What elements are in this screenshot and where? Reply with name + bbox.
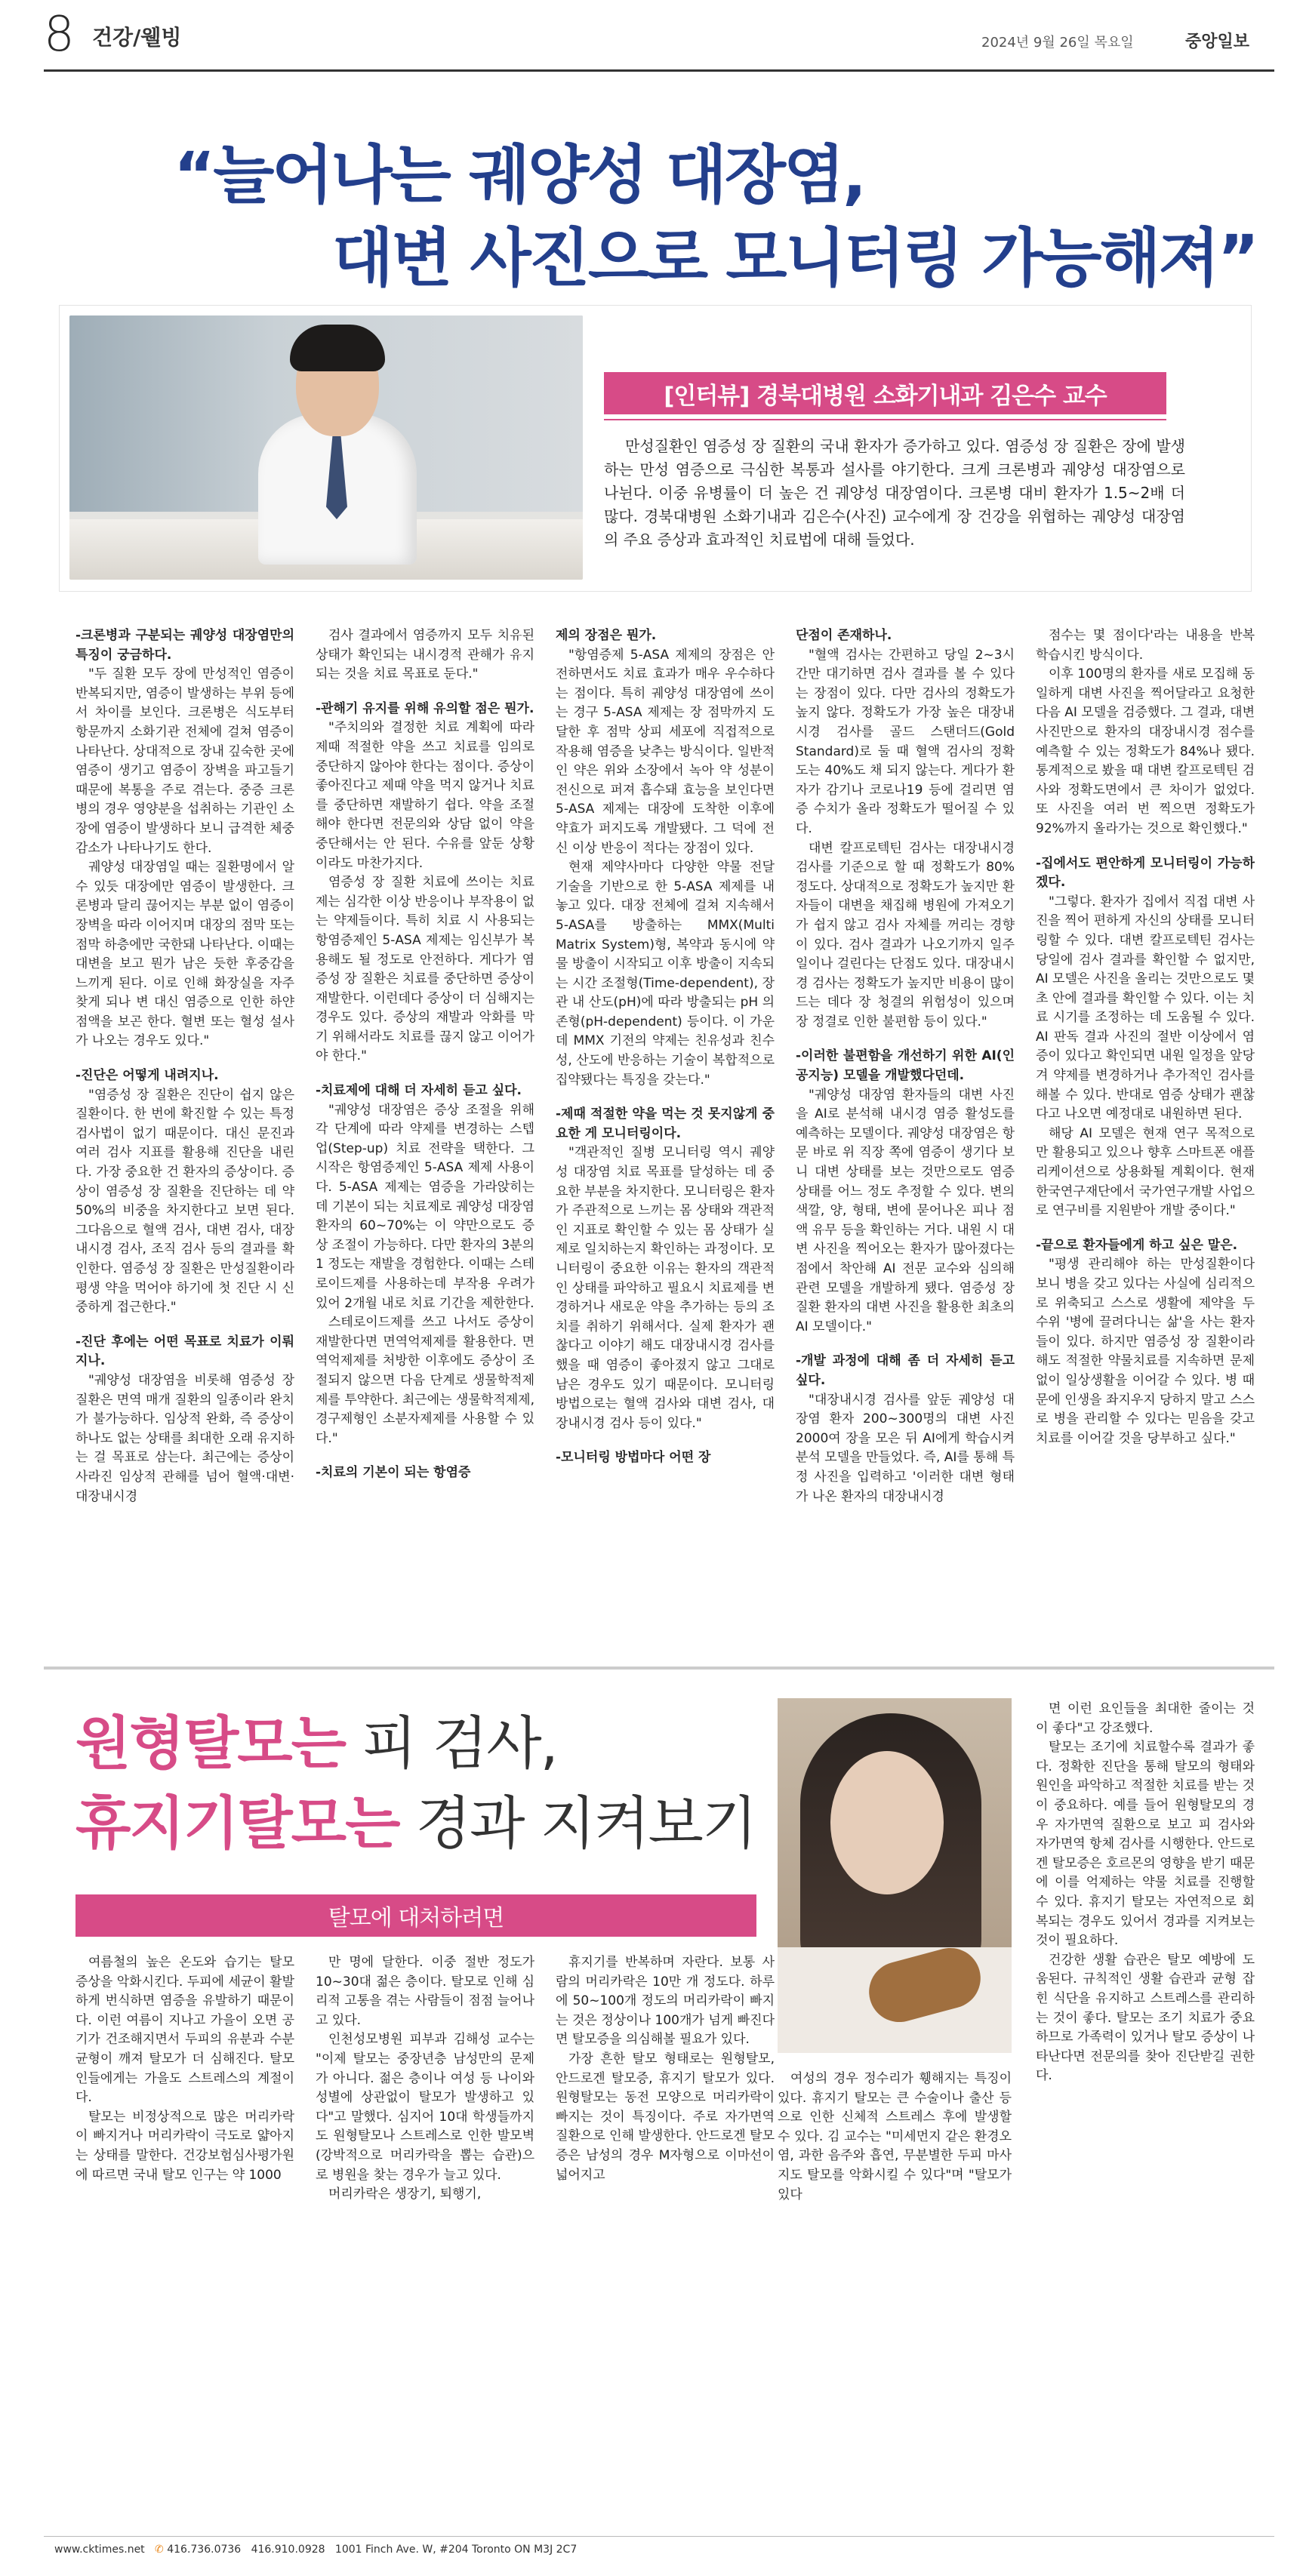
paragraph: 해당 AI 모델은 현재 연구 목적으로만 활용되고 있으나 향후 스마트폰 애플리케이션으로 상용화될 계획이다. 현재 한국연구재단에서 국가연구개발 사업으로 연구비를 지원받아 개발 중이다."	[1036, 1125, 1255, 1219]
article-separator	[44, 1667, 1274, 1670]
footer-rule	[44, 2536, 1274, 2537]
question: 제의 장점은 뭔가.	[556, 628, 657, 643]
footer-phone: 416.736.0736	[167, 2544, 242, 2556]
headline-bold: 휴지기탈모는	[75, 1790, 399, 1857]
banner-underline	[604, 419, 1166, 420]
paragraph: "혈액 검사는 간편하고 당일 2~3시간만 대기하면 검사 결과를 볼 수 있다는 장점이 있다. 다만 검사의 정확도가 높지 않다. 정확도가 가장 높은 대장내시경 검사를 골드 스탠더드(Gold Standard)로 둘 때 혈액 검사의 정확도는 40%도 채 되지 않는다. 게다가 환자가 감기나 코로나19 등에 걸리면 염증 수치가 올라 정확도가 떨어질 수 있다.	[796, 647, 1015, 836]
paragraph: 현재 제약사마다 다양한 약물 전달 기술을 기반으로 한 5-ASA 제제를 내놓고 있다. 대장 전체에 걸쳐 지속해서 5-ASA를 방출하는 MMX(Multi Matrix System)형, 복약과 동시에 약물 방출이 시작되고 이후 방출이 지속되는 시간 조절형(Time-dependent), 장관 내 산도(pH)에 따라 방출되는 pH 의존형(pH-dependent) 등이다. 이 가운데 MMX 기전의 약제는 친유성과 친수성, 산도에 반응하는 기술이 복합적으로 집약됐다는 특징을 갖는다."	[556, 860, 775, 1088]
paragraph: 스테로이드제를 쓰고 나서도 증상이 재발한다면 면역억제제를 활용한다. 면역억제제를 처방한 이후에도 증상이 조절되지 않으면 다음 단계로 생물학적제제를 투약한다. 최근에는 생물학적제제, 경구제형인 소분자제제를 사용할 수 있다."	[316, 1315, 534, 1446]
paragraph: "궤양성 대장염은 증상 조절을 위해 각 단계에 따라 약제를 변경하는 스텝 업(Step-up) 치료 전략을 택한다. 그 시작은 항염증제인 5-ASA 제제 사용이다. 5-ASA 제제는 염증을 가라앉히는 데 기본이 되는 치료제로 궤양성 대장염 환자의 60~70%는 이 약만으로도 증상 조절이 가능하다. 다만 환자의 3분의 1 정도는 재발을 경험한다. 이때는 스테로이드제를 사용하는데 부작용 우려가 있어 2개월 내로 치료 기간을 제한한다.	[316, 1102, 534, 1311]
footer-site: www.cktimes.net	[54, 2544, 145, 2556]
section-title: 건강/웰빙	[92, 25, 182, 50]
paragraph: "염증성 장 질환은 진단이 쉽지 않은 질환이다. 한 번에 확진할 수 있는 특정 검사법이 없기 때문이다. 대신 문진과 여러 검사 지표를 활용해 진단을 내린다. 가장 중요한 건 환자의 증상이다. 증상이 염증성 장 질환을 진단하는 데 약 50%의 비중을 차지한다고 보면 된다. 그다음으로 혈액 검사, 대변 검사, 대장내시경 검사, 조직 검사 등의 결과를 확인한다. 염증성 장 질환은 만성질환이라 평생 약을 먹어야 하기에 첫 진단 시 신중하게 접근한다."	[75, 1087, 294, 1316]
footer-address: 1001 Finch Ave. W, #204 Toronto ON M3J 2C7	[334, 2544, 578, 2556]
paragraph: "항염증제 5-ASA 제제의 장점은 안전하면서도 치료 효과가 매우 우수하다는 점이다. 특히 궤양성 대장염에 쓰이는 경구 5-ASA 제제는 장 점막까지 도달한 후 점막 상피 세포에 직접적으로 작용해 염증을 낮추는 방식이다. 일반적인 약은 위와 소장에서 녹아 약 성분이 전신으로 퍼져 흡수돼 효능을 보인다면 5-ASA 제제는 대장에 도착한 이후에 약효가 퍼지도록 개발됐다. 그 덕에 전신 이상 반응이 적다는 장점이 있다.	[556, 647, 775, 856]
headline-thin: 경과 지켜보기	[399, 1790, 756, 1857]
question: -치료의 기본이 되는 항염증	[316, 1465, 471, 1481]
article2-headline-line2	[75, 1790, 756, 1857]
footer-fax: 416.910.0928	[251, 2544, 325, 2556]
issue-date: 2024년 9월 26일 목요일	[981, 35, 1134, 51]
paragraph: 탈모는 비정상적으로 많은 머리카락이 빠지거나 머리카락이 극도로 얇아지는 상태를 말한다. 건강보험심사평가원에 따르면 국내 탈모 인구는 약 1000	[75, 2109, 294, 2183]
paragraph: "평생 관리해야 하는 만성질환이다 보니 병을 갖고 있다는 사실에 심리적으로 위축되고 스스로 생활에 제약을 두 수위 '병에 끌려다니는 삶'을 사는 환자들이 있다. 하지만 염증성 장 질환이라 해도 적절한 약물치료를 지속하면 문제 없이 일상생활을 이어갈 수 있다. 병 때문에 인생을 좌지우지 당하지 말고 스스로 병을 관리할 수 있다는 믿음을 갖고 치료를 이어갈 것을 당부하고 싶다."	[1036, 1257, 1255, 1446]
paragraph: 검사 결과에서 염증까지 모두 치유된 상태가 확인되는 내시경적 관해가 유지되는 것을 치료 목표로 둔다."	[316, 628, 534, 682]
paragraph: "그렇다. 환자가 집에서 직접 대변 사진을 찍어 편하게 자신의 상태를 모니터링할 수 있다. 대변 칼프로텍틴 검사는 당일에 검사 결과를 확인할 수 없지만, AI 모델은 사진을 올리는 것만으로도 몇 초 안에 결과를 확인할 수 있다. 이는 치료 시기를 조정하는 데 도움될 수 있다. AI 판독 결과 사진의 절반 이상에서 염증이 있다고 확인되면 내원 일정을 앞당겨 약제를 변경하거나 추가적인 검사를 해볼 수 있다. 반대로 염증 상태가 괜찮다고 나오면 예정대로 내원하면 된다.	[1036, 894, 1255, 1122]
paragraph: "대장내시경 검사를 앞둔 궤양성 대장염 환자 200~300명의 대변 사진 2000여 장을 모은 뒤 AI에게 학습시켜 분석 모델을 만들었다. 즉, AI를 통해 특정 사진을 입력하고 '이러한 대변 형태가 나온 환자의 대장내시경	[796, 1392, 1015, 1504]
paragraph: 면 이런 요인들을 최대한 줄이는 것이 좋다"고 강조했다.	[1036, 1701, 1255, 1736]
question: -진단 후에는 어떤 목표로 치료가 이뤄지나.	[75, 1334, 294, 1369]
article2-banner: 탈모에 대처하려면	[75, 1894, 756, 1937]
question: -이러한 불편함을 개선하기 위한 AI(인공지능) 모델을 개발했다던데.	[796, 1048, 1015, 1084]
paragraph: 인천성모병원 피부과 김해성 교수는 "이제 탈모는 중장년층 남성만의 문제가 아니다. 젊은 층이나 여성 등 나이와 성별에 상관없이 탈모가 발생하고 있다"고 말했다. 심지어 10대 학생들까지도 원형탈모나 스트레스로 인한 발모벽(강박적으로 머리카락을 뽑는 습관)으로 병원을 찾는 경우가 늘고 있다.	[316, 2032, 534, 2183]
paragraph: 가장 흔한 탈모 형태로는 원형탈모, 안드로겐 탈모증, 휴지기 탈모가 있다. 원형탈모는 동전 모양으로 머리카락이 빠지는 것이 특징이다. 주로 자가면역 질환으로 인해 발생한다. 안드로겐 탈모증은 남성의 경우 M자형으로 이마선이 넓어지고	[556, 2051, 775, 2183]
article1-column-4	[796, 626, 1015, 1638]
paragraph: 여름철의 높은 온도와 습기는 탈모 증상을 악화시킨다. 두피에 세균이 활발하게 번식하면 염증을 유발하기 때문이다. 이런 여름이 지나고 가을이 오면 공기가 건조해지면서 두피의 유분과 수분 균형이 깨져 탈모가 더 심해진다. 탈모인들에게는 가을도 스트레스의 계절이다.	[75, 1955, 294, 2106]
article1-column-2	[316, 626, 534, 1638]
paragraph: 대변 칼프로텍틴 검사는 대장내시경 검사를 기준으로 할 때 정확도가 80% 정도다. 상대적으로 정확도가 높지만 환자들이 대변을 채집해 병원에 가져오기가 쉽지 않고 검사 자체를 꺼리는 경향이 있다. 검사 결과가 나오기까지 일주일이나 걸린다는 단점도 있다. 대장내시경 검사는 정확도가 높지만 비용이 많이 드는 데다 장 청결의 위험성이 있으며 장 정결로 인한 불편함 등이 있다."	[796, 840, 1015, 1029]
article2-column-3	[556, 1953, 775, 2527]
article2-headline-line1	[75, 1710, 557, 1777]
phone-icon: ✆	[155, 2544, 164, 2556]
paragraph: "객관적인 질병 모니터링 역시 궤양성 대장염 치료 목표를 달성하는 데 중요한 부분을 차지한다. 모니터링은 환자가 주관적으로 느끼는 몸 상태와 객관적인 지표로 확인할 수 있는 몸 상태가 실제로 일치하는지 확인하는 과정이다. 모니터링이 중요한 이유는 환자의 객관적인 상태를 파악하고 필요시 치료제를 변경하거나 새로운 약을 추가하는 등의 조치를 취하기 위해서다. 실제 환자가 괜찮다고 이야기 해도 대장내시경 검사를 했을 때 염증이 좋아졌지 않고 그대로 남은 경우도 있기 때문이다. 모니터링 방법으로는 혈액 검사와 대변 검사, 대장내시경 검사 등이 있다."	[556, 1145, 775, 1431]
paragraph: 여성의 경우 정수리가 휑해지는 특징이 있다. 휴지기 탈모는 큰 수술이나 출산 등으로 인한 신체적 스트레스 후에 발생할 수 있다. 김 교수는 "미세먼지 같은 환경오염, 과한 음주와 흡연, 무분별한 두피 마사지도 탈모를 악화시킬 수 있다"며 "탈모가 있다	[778, 2071, 1012, 2202]
question: -모니터링 방법마다 어떤 장	[556, 1450, 711, 1466]
headline-bold: 원형탈모는	[75, 1710, 346, 1777]
paragraph: 궤양성 대장염일 때는 질환명에서 알 수 있듯 대장에만 염증이 발생한다. 크론병과 달리 끊어지는 부분 없이 염증이 장벽을 따라 이어지며 대장의 점막 또는 점막 하층에만 국한돼 나타난다. 이때는 대변을 보고 뭔가 남은 듯한 후중감을 느끼게 된다. 이로 인해 화장실을 자주 찾게 되나 변 대신 염증으로 인한 하얀 점액을 보곤 한다. 혈변 또는 혈성 설사가 나오는 경우도 있다."	[75, 860, 294, 1049]
article1-column-3	[556, 626, 775, 1638]
article1-headline-line1: “늘어나는 궤양성 대장염,	[174, 138, 865, 212]
paragraph: 탈모는 조기에 치료할수록 결과가 좋다. 정확한 진단을 통해 탈모의 형태와 원인을 파악하고 적절한 치료를 받는 것이 중요하다. 예를 들어 원형탈모의 경우 자가면역 질환으로 보고 피 검사와 자가면역 항체 검사를 시행한다. 안드로겐 탈모증은 호르몬의 영향을 받기 때문에 이를 억제하는 약물 치료를 진행할 수 있다. 휴지기 탈모는 자연적으로 회복되는 경우도 있어서 경과를 지켜보는 것이 필요하다.	[1036, 1740, 1255, 1949]
paragraph: "주치의와 결정한 치료 계획에 따라 제때 적절한 약을 쓰고 치료를 임의로 중단하지 않아야 한다는 점이다. 증상이 좋아진다고 제때 약을 먹지 않거나 치료를 중단하면 재발하기 쉽다. 약을 조절해야 한다면 전문의와 상담 없이 약을 중단해서는 안 된다. 수유를 앞둔 상황이라도 마찬가지다.	[316, 720, 534, 871]
question: -끝으로 환자들에게 하고 싶은 말은.	[1036, 1237, 1238, 1253]
article2-column-4	[778, 2070, 1012, 2527]
article1-intro: 만성질환인 염증성 장 질환의 국내 환자가 증가하고 있다. 염증성 장 질환은 장에 발생하는 만성 염증으로 극심한 복통과 설사를 야기한다. 크게 크론병과 궤양성 대장염으로 나뉜다. 이중 유병률이 더 높은 건 궤양성 대장염이다. 크론병 대비 환자가 1.5~2배 더 많다. 경북대병원 소화기내과 김은수(사진) 교수에게 장 건강을 위협하는 궤양성 대장염의 주요 증상과 효과적인 치료법에 대해 들었다.	[604, 437, 1185, 549]
question: -크론병과 구분되는 궤양성 대장염만의 특징이 궁금하다.	[75, 628, 294, 663]
header-rule	[44, 69, 1274, 72]
headline-thin: 피 검사,	[345, 1710, 557, 1777]
paragraph: 머리카락은 생장기, 퇴행기,	[328, 2187, 482, 2202]
page-number: 8	[44, 7, 75, 63]
paragraph: 만 명에 달한다. 이중 절반 정도가 10~30대 젊은 층이다. 탈모로 인해 심리적 고통을 겪는 사람들이 점점 늘어나고 있다.	[316, 1955, 534, 2028]
article2-column-1	[75, 1953, 294, 2527]
article1-column-5	[1036, 626, 1255, 1638]
article2-column-5	[1036, 1700, 1255, 2527]
paragraph: 휴지기를 반복하며 자란다. 보통 사람의 머리카락은 10만 개 정도다. 하루에 50~100개 정도의 머리카락이 빠지는 것은 정상이나 100개가 넘게 빠진다면 탈모증을 의심해볼 필요가 있다.	[556, 1955, 775, 2048]
question: -진단은 어떻게 내려지나.	[75, 1068, 219, 1084]
paragraph: "궤양성 대장염 환자들의 대변 사진을 AI로 분석해 내시경 염증 활성도를 예측하는 모델이다. 궤양성 대장염은 항문 바로 위 직장 쪽에 염증이 생기다 보니 대변 상태를 보는 것만으로도 염증 상태를 어느 정도 추정할 수 있다. 변의 색깔, 양, 형태, 변에 묻어나온 피나 점액 유무 등을 확인하는 거다. 내원 시 대변 사진을 찍어오는 환자가 많아졌다는 점에서 착안해 AI 전문 교수와 심의해 관련 모델을 개발하게 됐다. 염증성 장 질환 환자의 대변 사진을 활용한 최초의 AI 모델이다."	[796, 1087, 1015, 1334]
question: -개발 과정에 대해 좀 더 자세히 듣고 싶다.	[796, 1353, 1015, 1388]
paragraph: "궤양성 대장염을 비롯해 염증성 장 질환은 면역 매개 질환의 일종이라 완치가 불가능하다. 임상적 완화, 즉 증상이 하나도 없는 상태를 최대한 오래 유지하는 걸 목표로 삼는다. 최근에는 증상이 사라진 임상적 관해를 넘어 혈액·대변·대장내시경	[75, 1372, 294, 1504]
question: -집에서도 편안하게 모니터링이 가능하겠다.	[1036, 855, 1255, 891]
paragraph: "두 질환 모두 장에 만성적인 염증이 반복되지만, 염증이 발생하는 부위 등에서 차이를 보인다. 크론병은 식도부터 항문까지 소화기관 전체에 걸쳐 염증이 나타난다. 상대적으로 장내 깊숙한 곳에 염증이 생기고 염증이 장벽을 파고들기 때문에 복통을 주로 겪는다. 중증 크론병의 경우 영양분을 섭취하는 기관인 소장에 염증이 발생하다 보니 급격한 체중 감소가 나타나기도 한다.	[75, 666, 294, 856]
question: 단점이 존재하나.	[796, 628, 892, 643]
question: -관해기 유지를 위해 유의할 점은 뭔가.	[316, 700, 534, 716]
interview-banner: [인터뷰] 경북대병원 소화기내과 김은수 교수	[604, 372, 1166, 414]
paragraph: 염증성 장 질환 치료에 쓰이는 치료제는 심각한 이상 반응이나 부작용이 없는 약제들이다. 특히 치료 시 사용되는 항염증제인 5-ASA 제제는 임신부가 복용해도 될 정도로 안전하다. 게다가 염증성 장 질환은 치료를 중단하면 증상이 재발한다. 이런데다 증상이 더 심해지는 경우도 있다. 증상의 재발과 악화를 막기 위해서라도 치료를 끊지 않고 이어가야 한다."	[316, 875, 534, 1064]
question: -제때 적절한 약을 먹는 것 못지않게 중요한 게 모니터링이다.	[556, 1106, 775, 1141]
article1-column-1	[75, 626, 294, 1638]
article1-headline-line2: 대변 사진으로 모니터링 가능해져”	[332, 221, 1257, 295]
paragraph: 이후 100명의 환자를 새로 모집해 동일하게 대변 사진을 찍어달라고 요청한 다음 AI 모델을 검증했다. 그 결과, 대변 사진만으로 환자의 대장내시경 점수를 예측할 수 있는 정확도가 84%나 됐다. 통계적으로 봤을 때 대변 칼프로텍틴 검사와 정확도면에서 큰 차이가 없었다. 또 사진을 여러 번 찍으면 정확도가 92%까지 올라가는 것으로 확인했다."	[1036, 666, 1255, 836]
article2-column-2	[316, 1953, 534, 2527]
paper-name: 중앙일보	[1185, 32, 1250, 51]
hairloss-photo	[778, 1698, 1012, 2053]
footer	[54, 2544, 577, 2556]
paragraph: 점수는 몇 점이다'라는 내용을 반복 학습시킨 방식이다.	[1036, 628, 1255, 663]
interview-photo	[69, 315, 583, 580]
question: -치료제에 대해 더 자세히 듣고 싶다.	[316, 1083, 522, 1099]
paragraph: 건강한 생활 습관은 탈모 예방에 도움된다. 규칙적인 생활 습관과 균형 잡힌 식단을 유지하고 스트레스를 관리하는 것이 좋다. 탈모는 조기 치료가 중요하므로 가족력이 있거나 탈모 증상이 나타난다면 전문의를 찾아 진단받길 권한다.	[1036, 1952, 1255, 2084]
